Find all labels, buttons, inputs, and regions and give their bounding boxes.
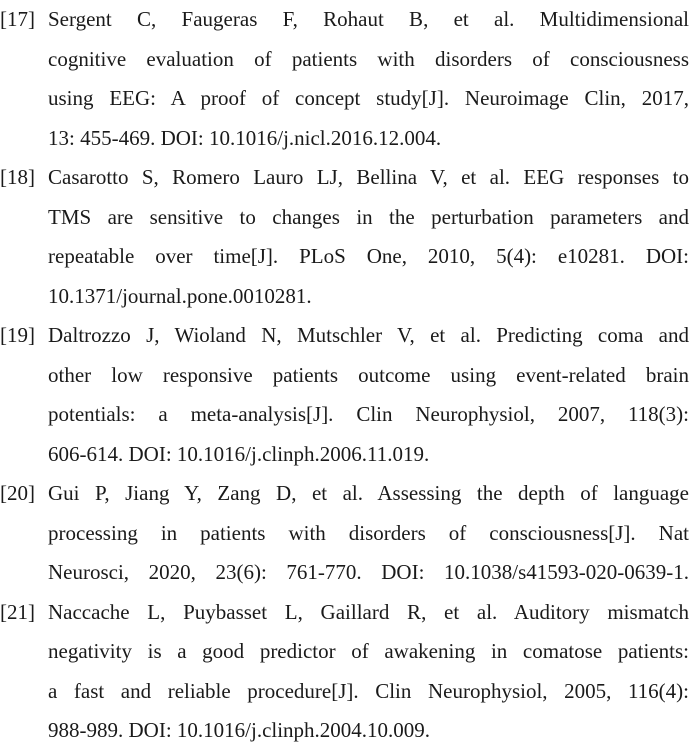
reference-text — [48, 593, 689, 751]
reference-item — [0, 474, 698, 593]
reference-line: 13: 455-469. DOI: 10.1016/j.nicl.2016.12.004. — [48, 125, 442, 150]
reference-line: Naccache L, Puybasset L, Gaillard R, et al. Auditory mismatch — [48, 599, 689, 624]
reference-line: Sergent C, Faugeras F, Rohaut B, et al. Multidimensional — [48, 7, 689, 31]
reference-line: TMS are sensitive to changes in the perturbation parameters and — [48, 204, 689, 229]
reference-line: potentials: a meta-analysis[J]. Clin Neurophysiol, 2007, 118(3): — [48, 402, 689, 426]
reference-number: [21] — [0, 599, 35, 624]
reference-text — [48, 0, 689, 158]
reference-line: Casarotto S, Romero Lauro LJ, Bellina V, et al. EEG responses to — [48, 165, 689, 189]
reference-line: using EEG: A proof of concept study[J]. Neuroimage Clin, 2017, — [48, 86, 689, 110]
reference-line: repeatable over time[J]. PLoS One, 2010, 5(4): e10281. DOI: — [48, 244, 689, 268]
reference-line: Gui P, Jiang Y, Zang D, et al. Assessing the depth of language — [48, 481, 689, 505]
reference-text — [48, 474, 689, 593]
reference-item — [0, 0, 698, 158]
reference-line: other low responsive patients outcome using event-related brain — [48, 362, 689, 387]
reference-number: [19] — [0, 323, 35, 347]
reference-text — [48, 158, 689, 316]
reference-line: cognitive evaluation of patients with disorders of consciousness — [48, 46, 689, 71]
reference-number: [20] — [0, 481, 35, 505]
reference-line: Daltrozzo J, Wioland N, Mutschler V, et al. Predicting coma and — [48, 323, 689, 347]
reference-line: 10.1371/journal.pone.0010281. — [48, 283, 312, 308]
reference-line: 606-614. DOI: 10.1016/j.clinph.2006.11.019. — [48, 441, 430, 466]
reference-number: [18] — [0, 165, 35, 189]
reference-line: Neurosci, 2020, 23(6): 761-770. DOI: 10.1038/s41593-020-0639-1. — [48, 560, 689, 584]
reference-line: a fast and reliable procedure[J]. Clin Neurophysiol, 2005, 116(4): — [48, 678, 689, 703]
reference-number: [17] — [0, 7, 35, 31]
reference-item — [0, 158, 698, 316]
reference-line: processing in patients with disorders of consciousness[J]. Nat — [48, 520, 689, 545]
reference-item — [0, 316, 698, 474]
reference-line: 988-989. DOI: 10.1016/j.clinph.2004.10.009. — [48, 718, 431, 742]
reference-item — [0, 593, 698, 751]
reference-line: negativity is a good predictor of awakening in comatose patients: — [48, 639, 689, 663]
reference-text — [48, 316, 689, 474]
